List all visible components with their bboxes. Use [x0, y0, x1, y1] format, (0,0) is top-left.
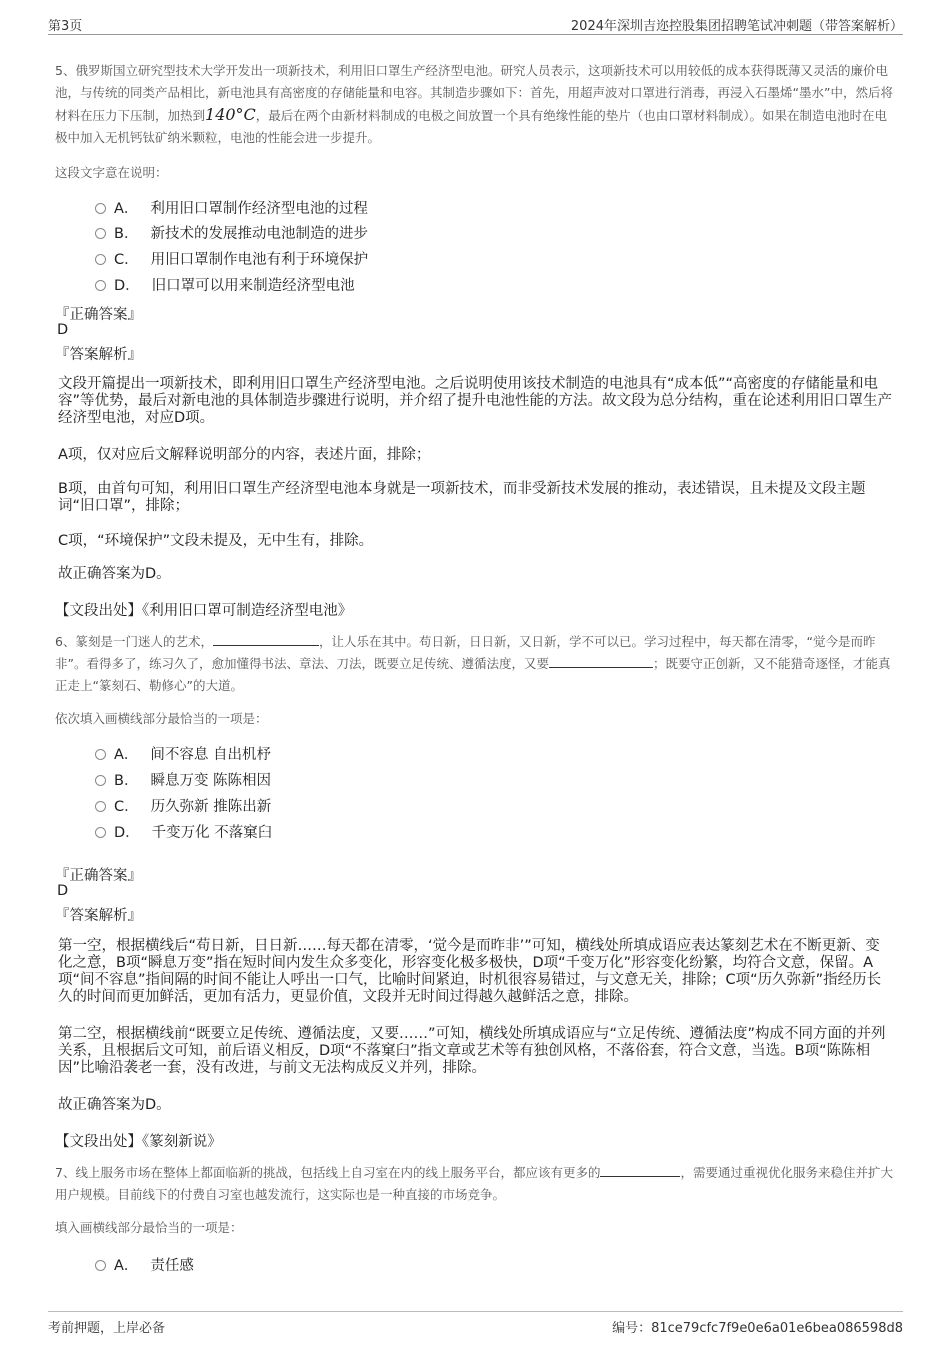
q6-source: 【文段出处】《篆刻新说》	[55, 1134, 222, 1150]
question-6-text: 6、篆刻是一门迷人的艺术， ，让人乐在其中。苟日新，日日新，又日新，学不可以已。学习过程中，每天都在清零，“觉今是而昨非”。看得多了，练习久了，愈加懂得书法、章法、刀法，既要立足传统、遵循法度，又要 ；既要守正创新，又不能猎奇逐怪，才能真正走上“篆刻石、勒修心”的大道。	[55, 631, 895, 697]
q5-source: 【文段出处】《利用旧口罩可制造经济型电池》	[55, 603, 353, 619]
question-5-text: 5、俄罗斯国立研究型技术大学开发出一项新技术，利用旧口罩生产经济型电池。研究人员表示，这项新技术可以用较低的成本获得既薄又灵活的廉价电池，与传统的同类产品相比，新电池具有高密度的存储能量和电容。其制造步骤如下：首先，用超声波对口罩进行消毒，再浸入石墨烯“墨水”中，然后将材料在压力下压制，加热到140°C，最后在两个由新材料制成的电极之间放置一个具有绝缘性能的垫片（也由口罩材料制成）。如果在制造电池时在电极中加入无机钙钛矿纳米颗粒，电池的性能会进一步提升。	[55, 63, 893, 145]
question-6-prompt: 依次填入画横线部分最恰当的一项是：	[55, 711, 268, 726]
page-header	[48, 12, 903, 35]
q6-analysis-para-3: 故正确答案为D。	[58, 1097, 171, 1113]
q5-option-c[interactable]: C． 用旧口罩制作电池有利于环境保护	[95, 248, 368, 269]
radio-icon[interactable]	[95, 203, 106, 214]
q5-analysis-label: 『答案解析』	[55, 347, 142, 363]
page-number: 第3页	[48, 19, 83, 34]
q5-option-d[interactable]: D． 旧口罩可以用来制造经济型电池	[95, 274, 355, 295]
question-5-prompt: 这段文字意在说明：	[55, 165, 168, 180]
q6-option-a[interactable]: A． 间不容息 自出机杼	[95, 743, 271, 764]
radio-icon[interactable]	[95, 280, 106, 291]
radio-icon[interactable]	[95, 228, 106, 239]
temperature-value: 140°C	[205, 105, 256, 124]
fill-blank-1[interactable]	[213, 631, 319, 646]
question-7-prompt: 填入画横线部分最恰当的一项是：	[55, 1220, 243, 1235]
document-title: 2024年深圳吉迩控股集团招聘笔试冲刺题（带答案解析）	[570, 19, 903, 34]
radio-icon[interactable]	[95, 775, 106, 786]
footer-serial: 编号：81ce79cfc7f9e0e6a01e6bea086598d8	[612, 1321, 903, 1336]
radio-icon[interactable]	[95, 827, 106, 838]
q6-answer-label: 『正确答案』	[55, 868, 142, 884]
radio-icon[interactable]	[95, 1260, 106, 1271]
radio-icon[interactable]	[95, 801, 106, 812]
question-7-text: 7、线上服务市场在整体上都面临新的挑战，包括线上自习室在内的线上服务平台，都应该有更多的 ，需要通过重视优化服务来稳住并扩大用户规模。目前线下的付费自习室也越发流行，这实际也是一种直接的市场竞争。	[55, 1162, 895, 1206]
q5-answer: D	[57, 322, 69, 338]
fill-blank-2[interactable]	[549, 653, 653, 668]
q6-option-d[interactable]: D． 千变万化 不落窠臼	[95, 821, 272, 842]
q5-analysis-para-2: A项，仅对应后文解释说明部分的内容，表述片面，排除；	[58, 447, 431, 463]
q5-analysis-para-4: C项，“环境保护”文段未提及，无中生有，排除。	[58, 533, 374, 549]
q5-analysis-para-1: 文段开篇提出一项新技术，即利用旧口罩生产经济型电池。之后说明使用该技术制造的电池具有“成本低”“高密度的存储能量和电容”等优势，最后对新电池的具体制造步骤进行说明，并介绍了提升电池性能的方法。故文段为总分结构，重在论述利用旧口罩生产经济型电池，对应D项。	[58, 376, 893, 426]
q5-analysis-para-5: 故正确答案为D。	[58, 566, 171, 582]
q5-option-b[interactable]: B． 新技术的发展推动电池制造的进步	[95, 222, 368, 243]
q5-analysis-para-3: B项，由首句可知，利用旧口罩生产经济型电池本身就是一项新技术，而非受新技术发展的推动，表述错误，且未提及文段主题词“旧口罩”，排除；	[58, 481, 866, 514]
q6-analysis-para-2: 第二空，根据横线前“既要立足传统、遵循法度，又要……”可知，横线处所填成语应与“立足传统、遵循法度”构成不同方面的并列关系，且根据后文可知，前后语义相反，D项“不落窠臼”指文章或艺术等有独创风格，不落俗套，符合文意，当选。B项“陈陈相因”比喻沿袭老一套，没有改进，与前文无法构成反义并列，排除。	[58, 1026, 886, 1076]
q6-analysis-para-1: 第一空，根据横线后“苟日新，日日新……每天都在清零，‘觉今是而昨非’”可知，横线处所填成语应表达篆刻艺术在不断更新、变化之意，B项“瞬息万变”指在短时间内发生众多变化，形容变化极多极快，D项“千变万化”形容变化纷繁，均符合文意，保留。A项“间不容息”指间隔的时间不能让人呼出一口气，比喻时间紧迫，时机很容易错过，与文意无关，排除；C项“历久弥新”指经历长久的时间而更加鲜活，更加有活力，更显价值，文段并无时间过得越久越鲜活之意，排除。	[58, 938, 882, 1005]
q6-option-b[interactable]: B． 瞬息万变 陈陈相因	[95, 769, 271, 790]
q7-option-a[interactable]: A． 责任感	[95, 1254, 194, 1275]
radio-icon[interactable]	[95, 749, 106, 760]
q5-answer-label: 『正确答案』	[55, 307, 142, 323]
radio-icon[interactable]	[95, 254, 106, 265]
q6-analysis-label: 『答案解析』	[55, 908, 142, 924]
q6-answer: D	[57, 883, 69, 899]
q6-option-c[interactable]: C． 历久弥新 推陈出新	[95, 795, 271, 816]
page-footer	[48, 1311, 903, 1338]
fill-blank-1[interactable]	[600, 1162, 680, 1177]
q5-option-a[interactable]: A． 利用旧口罩制作经济型电池的过程	[95, 197, 368, 218]
footer-slogan: 考前押题，上岸必备	[48, 1321, 166, 1336]
